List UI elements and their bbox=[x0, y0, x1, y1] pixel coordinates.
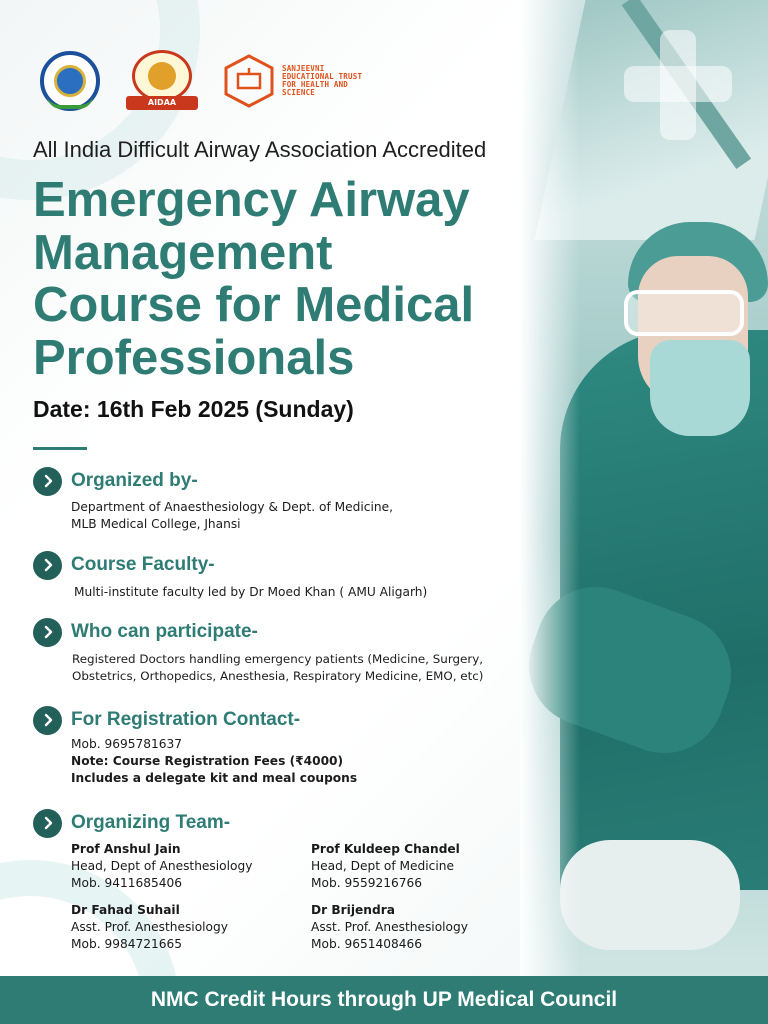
divider-rule bbox=[33, 447, 87, 450]
sanjeevni-logo bbox=[222, 54, 380, 108]
section-title: Course Faculty- bbox=[71, 554, 215, 575]
title-line-2: Management bbox=[33, 225, 333, 280]
participate-line-1: Registered Doctors handling emergency patients (Medicine, Surgery, bbox=[72, 652, 484, 666]
aidaa-logo bbox=[126, 50, 198, 112]
logo-row bbox=[40, 50, 380, 112]
surgeon-photo bbox=[520, 0, 768, 976]
college-logo bbox=[40, 51, 100, 111]
faculty-line-1: Multi-institute faculty led by Dr Moed Khan ( AMU Aligarh) bbox=[74, 585, 428, 599]
section-title: For Registration Contact- bbox=[71, 709, 301, 730]
accreditation-text: All India Difficult Airway Association Accredited bbox=[33, 137, 487, 162]
member-mobile: Mob. 9411685406 bbox=[71, 876, 182, 890]
footer-banner bbox=[0, 976, 768, 1024]
title-line-1: Emergency Airway bbox=[33, 173, 470, 227]
member-role: Asst. Prof. Anesthesiology bbox=[311, 920, 468, 934]
member-mobile: Mob. 9559216766 bbox=[311, 876, 422, 890]
section-organized-by bbox=[33, 466, 393, 533]
chevron-right-icon bbox=[33, 809, 62, 838]
aidaa-ribbon-text: AIDAA bbox=[126, 96, 198, 110]
title-line-4: Professionals bbox=[33, 330, 355, 385]
registration-includes: Includes a delegate kit and meal coupons bbox=[71, 771, 358, 785]
chevron-right-icon bbox=[33, 706, 62, 735]
organized-line-2: MLB Medical College, Jhansi bbox=[71, 517, 241, 531]
participate-line-2: Obstetrics, Orthopedics, Anesthesia, Respiratory Medicine, EMO, etc) bbox=[72, 669, 484, 683]
chevron-right-icon bbox=[33, 618, 62, 647]
course-date: Date: 16th Feb 2025 (Sunday) bbox=[33, 396, 354, 422]
chevron-right-icon bbox=[33, 551, 62, 580]
member-mobile: Mob. 9651408466 bbox=[311, 937, 422, 951]
team-member bbox=[71, 902, 301, 953]
member-name: Dr Fahad Suhail bbox=[71, 903, 180, 917]
section-registration-contact bbox=[33, 705, 357, 787]
member-mobile: Mob. 9984721665 bbox=[71, 937, 182, 951]
chevron-right-icon bbox=[33, 467, 62, 496]
section-who-can-participate bbox=[33, 617, 483, 685]
hexagon-icon bbox=[222, 54, 276, 108]
registration-fee-note: Note: Course Registration Fees (₹4000) bbox=[71, 754, 344, 768]
section-title: Organized by- bbox=[71, 470, 198, 491]
member-role: Asst. Prof. Anesthesiology bbox=[71, 920, 228, 934]
title-line-3: Course for Medical bbox=[33, 278, 475, 332]
team-member bbox=[311, 902, 541, 953]
registration-mobile: Mob. 9695781637 bbox=[71, 737, 182, 751]
member-role: Head, Dept of Medicine bbox=[311, 859, 454, 873]
member-name: Prof Kuldeep Chandel bbox=[311, 842, 460, 856]
section-course-faculty bbox=[33, 550, 427, 601]
team-member bbox=[71, 841, 301, 892]
member-role: Head, Dept of Anesthesiology bbox=[71, 859, 253, 873]
organized-line-1: Department of Anaesthesiology & Dept. of Medicine, bbox=[71, 500, 393, 514]
team-member bbox=[311, 841, 541, 892]
section-title: Organizing Team- bbox=[71, 812, 231, 833]
member-name: Prof Anshul Jain bbox=[71, 842, 181, 856]
section-organizing-team bbox=[33, 808, 230, 838]
member-name: Dr Brijendra bbox=[311, 903, 395, 917]
sanjeevni-logo-text: SANJEEVNI EDUCATIONAL TRUST FOR HEALTH AND SCIENCE bbox=[282, 64, 363, 97]
section-title: Who can participate- bbox=[71, 621, 258, 642]
course-title bbox=[33, 174, 573, 384]
footer-text: NMC Credit Hours through UP Medical Council bbox=[150, 988, 618, 1011]
